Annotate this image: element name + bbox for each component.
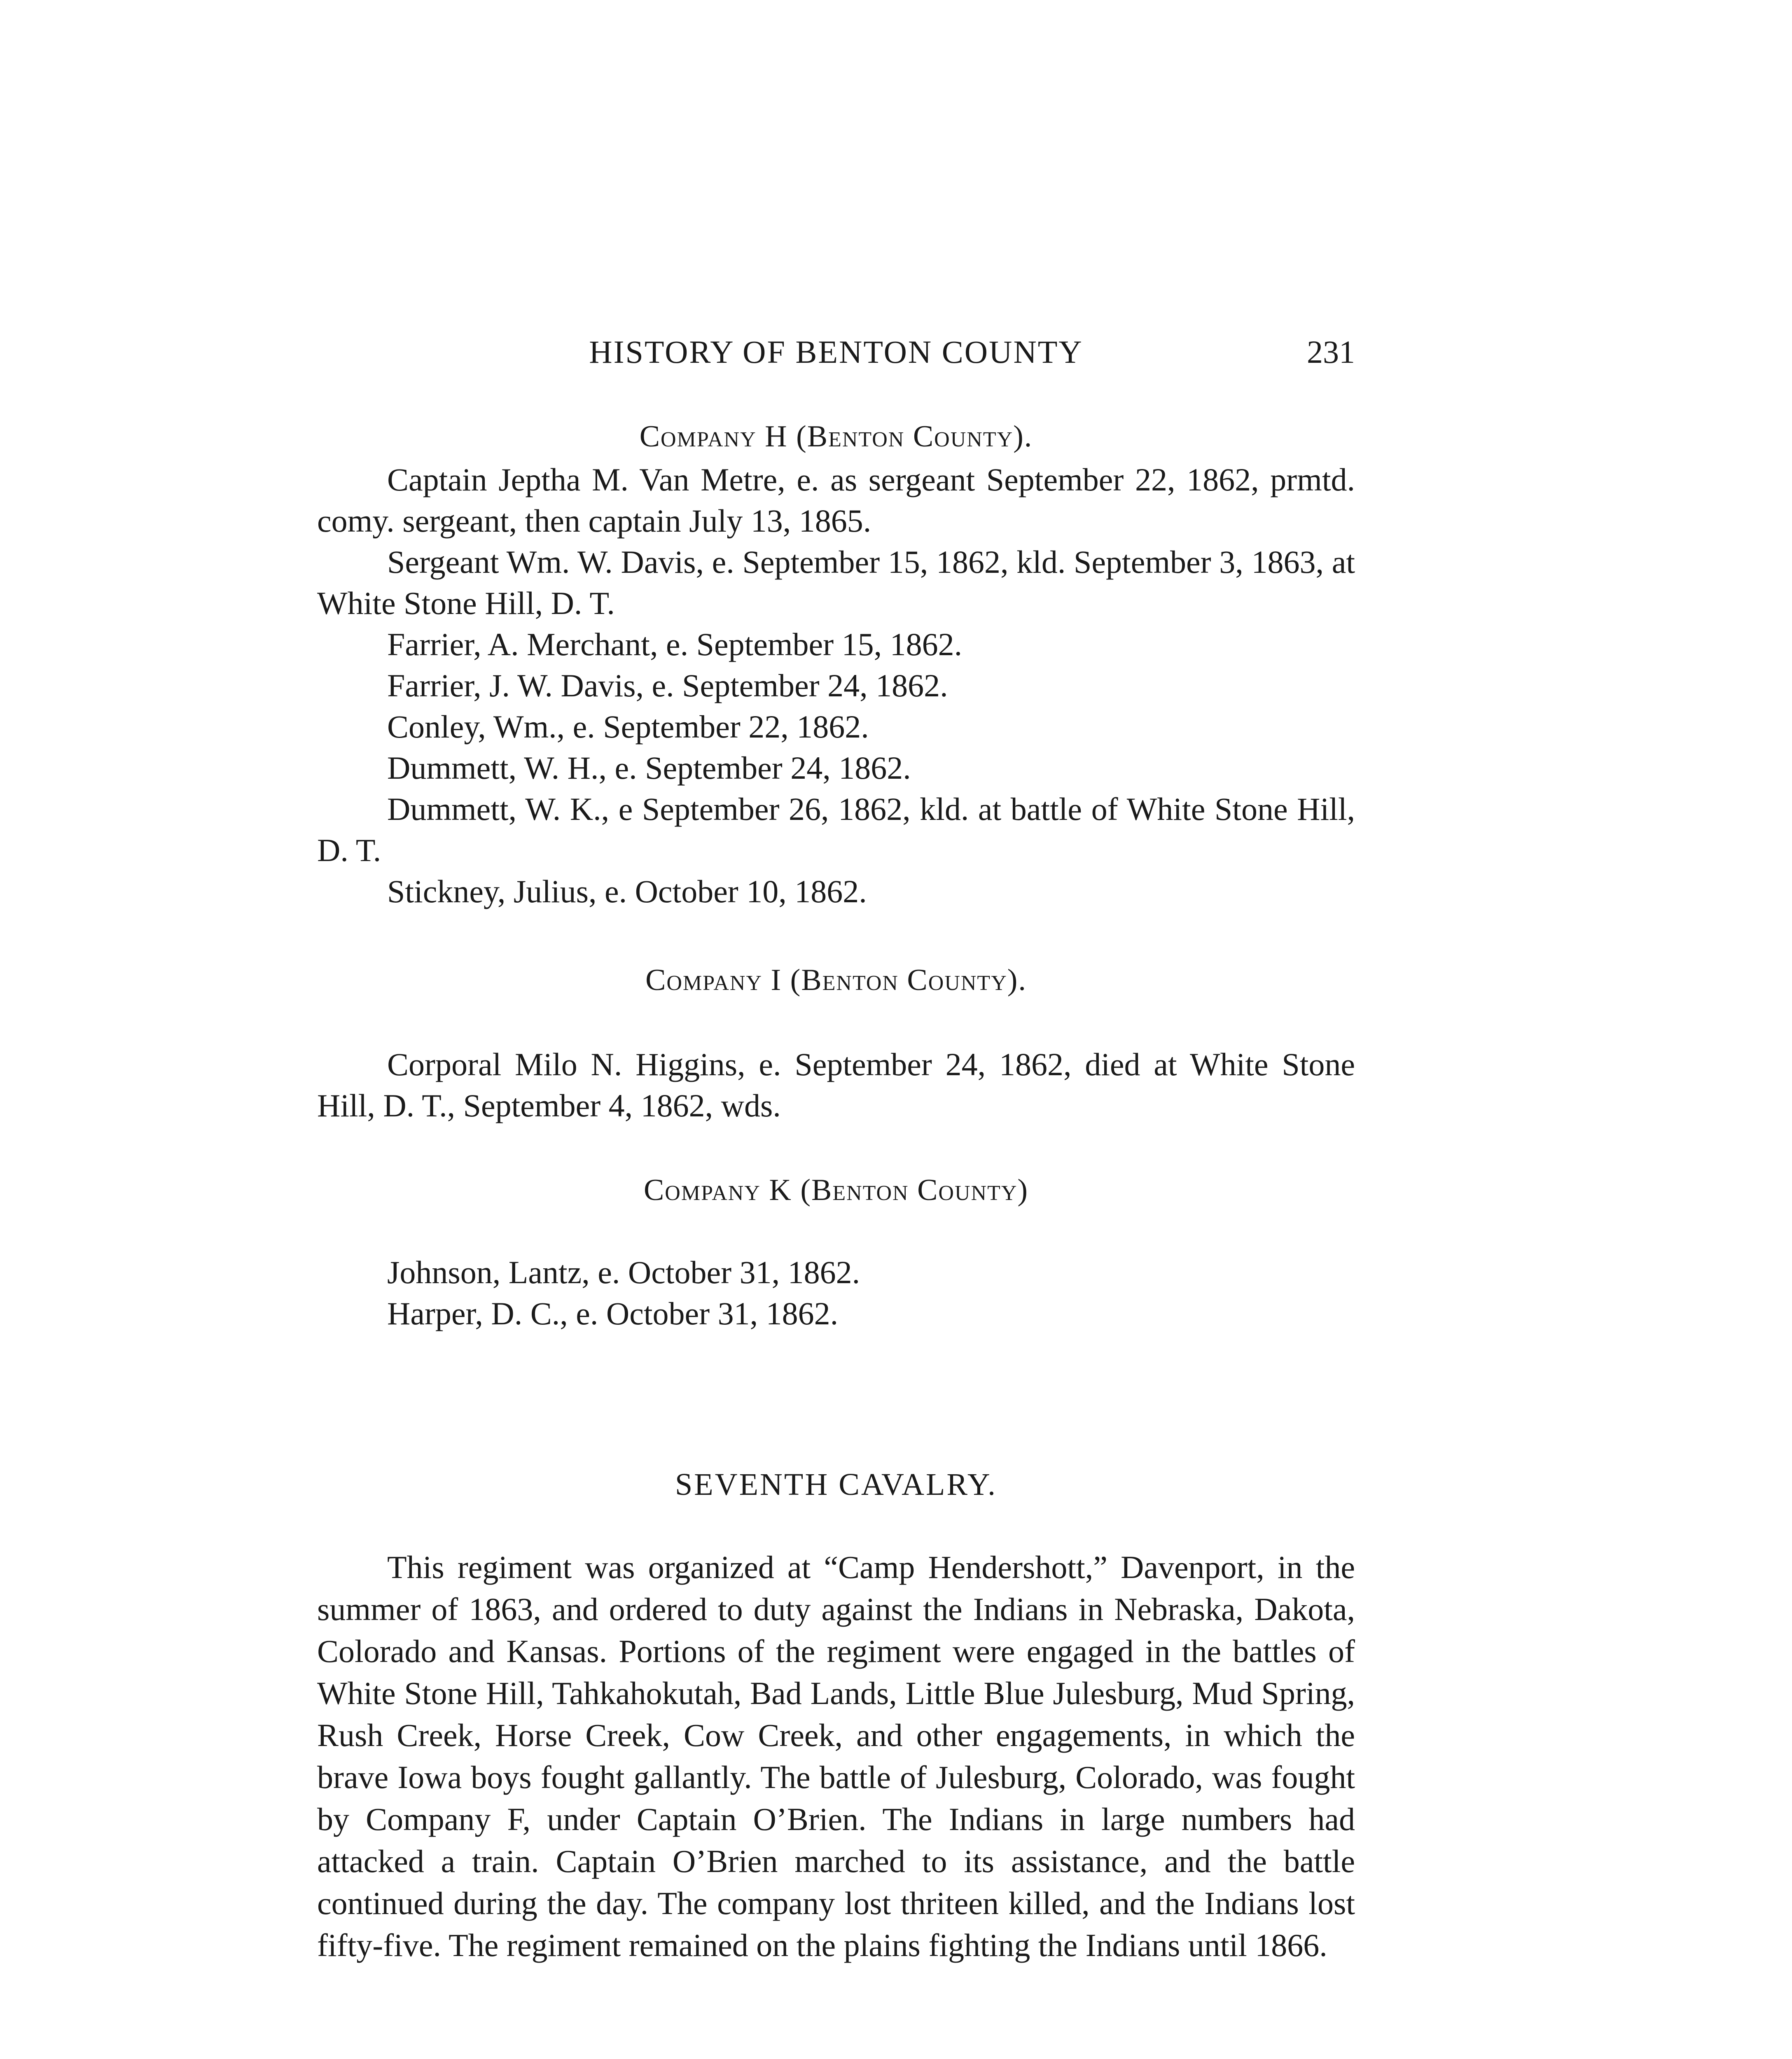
company-k-heading: Company K (Benton County) — [643, 1173, 1029, 1207]
company-h-heading: Company H (Benton County). — [639, 420, 1033, 453]
company-i-heading: Company I (Benton County). — [645, 963, 1027, 997]
company-i-entry: Corporal Milo N. Higgins, e. September 24, 1862, died at White Stone Hill, D. T., September 4, 1862, wds. — [317, 1046, 1355, 1123]
company-h-entry: Farrier, A. Merchant, e. September 15, 1862. — [387, 626, 963, 662]
company-k-entry: Johnson, Lantz, e. October 31, 1862. — [387, 1254, 860, 1290]
company-h-entry: Dummett, W. H., e. September 24, 1862. — [387, 750, 911, 786]
company-h-entry: Stickney, Julius, e. October 10, 1862. — [387, 873, 867, 909]
company-k-entry: Harper, D. C., e. October 31, 1862. — [387, 1296, 839, 1331]
section-heading: SEVENTH CAVALRY. — [675, 1467, 997, 1502]
page-number: 231 — [1307, 334, 1355, 370]
company-h-entry: Farrier, J. W. Davis, e. September 24, 1862. — [387, 668, 948, 703]
company-h-entry: Sergeant Wm. W. Davis, e. September 15, 1862, kld. September 3, 1863, at White Stone Hill, D. T. — [317, 544, 1355, 621]
company-h-entry: Conley, Wm., e. September 22, 1862. — [387, 709, 869, 745]
section-paragraph: This regiment was organized at “Camp Hendershott,” Davenport, in the summer of 1863, and ordered to duty against the Indians in Nebraska, Dakota, Colorado and Kansas. Portions of the regiment were engaged in the battles of White Stone Hill, Tahkahokutah, Bad Lands, Little Blue Julesburg, Mud Spring, Rush Creek, Horse Creek, Cow Creek, and other engagements, in which the brave Iowa boys fought gallantly. The battle of Julesburg, Colorado, was fought by Company F, under Captain O’Brien. The Indians in large numbers had attacked a train. Captain O’Brien marched to its assistance, and the battle continued during the day. The company lost thriteen killed, and the Indians lost fifty-five. The regiment remained on the plains fighting the Indians until 1866. — [317, 1549, 1355, 1963]
running-title: HISTORY OF BENTON COUNTY — [589, 334, 1083, 370]
company-h-entry: Captain Jeptha M. Van Metre, e. as sergeant September 22, 1862, prmtd. comy. sergeant, then captain July 13, 1865. — [317, 462, 1355, 539]
company-h-entry: Dummett, W. K., e September 26, 1862, kld. at battle of White Stone Hill, D. T. — [317, 791, 1355, 868]
running-head — [317, 329, 1355, 375]
